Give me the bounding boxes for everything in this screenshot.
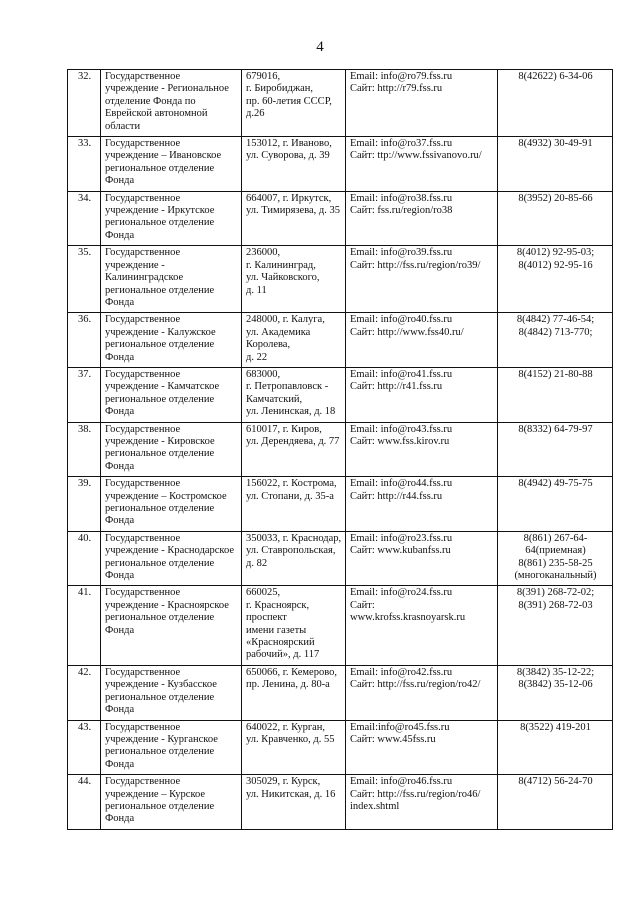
phone-line: 8(4012) 92-95-03; (516, 247, 595, 259)
address-line: ул. Стопани, д. 35-а (246, 490, 334, 502)
organization-name-cell (101, 586, 242, 665)
address-cell (242, 367, 346, 422)
address-line: 610017, г. Киров, (246, 423, 322, 435)
address-line: 664007, г. Иркутск, (246, 192, 332, 204)
contacts-line: Email: info@ro23.fss.ru (350, 532, 453, 544)
contacts-line: Сайт: http://fss.ru/region/ro46/ (350, 788, 481, 800)
address-line: 650066, г. Кемерово, (246, 666, 337, 678)
phone-line: 8(391) 268-72-02; (516, 587, 595, 599)
organization-name-cell (101, 367, 242, 422)
address-line: ул. Чайковского, (246, 272, 320, 284)
address-line: ул. Академика (246, 326, 311, 338)
fss-offices-table (67, 69, 613, 830)
address-line: г. Красноярск, (246, 599, 310, 611)
phone-line: 8(3842) 35-12-22; (516, 666, 595, 678)
phone-line: 8(3522) 419-201 (520, 721, 591, 733)
contacts-line: Email: info@ro40.fss.ru (350, 314, 453, 326)
phone-cell (498, 531, 613, 586)
organization-name-cell (101, 313, 242, 368)
organization-name-line: Государственное (105, 314, 181, 326)
contacts-line: Сайт: www.fss.kirov.ru (350, 435, 450, 447)
organization-name-cell (101, 422, 242, 477)
phone-line: 8(4842) 77-46-54; (516, 314, 595, 326)
organization-name-line: Фонда (105, 351, 135, 363)
address-line: 679016, (246, 71, 281, 82)
table-row (68, 137, 613, 192)
organization-name-line: Фонда (105, 229, 135, 241)
organization-name-line: Фонда (105, 515, 135, 527)
phone-line: 8(4012) 92-95-16 (518, 259, 593, 271)
organization-name-line: Государственное (105, 478, 181, 490)
table-row (68, 775, 613, 830)
organization-name-line: учреждение - Калужское (105, 326, 216, 338)
row-number-cell: 43. (68, 720, 101, 775)
organization-name-line: учреждение - Курганское (105, 733, 218, 745)
address-cell (242, 422, 346, 477)
organization-name-cell (101, 665, 242, 720)
address-line: «Красноярский (246, 637, 315, 649)
address-cell (242, 586, 346, 665)
address-line: рабочий», д. 117 (246, 649, 320, 661)
organization-name-line: Фонда (105, 704, 135, 716)
organization-name-line: региональное отделение (105, 339, 215, 351)
address-line: пр. Ленина, д. 80-а (246, 679, 330, 691)
row-number-cell: 33. (68, 137, 101, 192)
contacts-line: Email: info@ro41.fss.ru (350, 368, 453, 380)
phone-cell (498, 367, 613, 422)
phone-line: 8(861) 267-64- (523, 532, 588, 544)
phone-cell (498, 477, 613, 532)
phone-cell (498, 70, 613, 137)
page-number: 4 (316, 39, 324, 55)
organization-name-line: Фонда (105, 406, 135, 418)
contacts-cell (346, 367, 498, 422)
organization-name-line: учреждение - Региональное (105, 83, 229, 95)
address-line: д.26 (246, 108, 265, 120)
address-line: 305029, г. Курск, (246, 776, 321, 788)
organization-name-line: учреждение - Иркутское (105, 205, 215, 217)
organization-name-line: Фонда (105, 175, 135, 187)
table-row (68, 665, 613, 720)
contacts-cell (346, 191, 498, 246)
organization-name-line: Фонда (105, 813, 135, 825)
address-cell (242, 775, 346, 830)
organization-name-line: Государственное (105, 71, 181, 82)
phone-cell (498, 137, 613, 192)
organization-name-line: Государственное (105, 532, 181, 544)
table-row (68, 477, 613, 532)
address-cell (242, 720, 346, 775)
organization-name-cell (101, 531, 242, 586)
row-number-cell: 39. (68, 477, 101, 532)
phone-cell (498, 720, 613, 775)
phone-line: 8(3952) 20-85-66 (518, 192, 593, 204)
organization-name-line: Государственное (105, 776, 181, 788)
contacts-cell (346, 246, 498, 313)
row-number-cell: 38. (68, 422, 101, 477)
table-row (68, 367, 613, 422)
address-line: пр. 60-летия СССР, (246, 95, 332, 107)
organization-name-line: учреждение – Ивановское (105, 150, 222, 162)
table-row (68, 191, 613, 246)
phone-cell (498, 313, 613, 368)
organization-name-line: Калининградское (105, 272, 184, 284)
phone-cell (498, 775, 613, 830)
phone-line: 8(4942) 49-75-75 (518, 478, 593, 490)
address-line: ул. Суворова, д. 39 (246, 150, 330, 162)
address-cell (242, 246, 346, 313)
organization-name-line: учреждение - Краснодарское (105, 545, 235, 557)
organization-name-line: региональное отделение (105, 612, 215, 624)
address-line: г. Биробиджан, (246, 83, 313, 95)
contacts-cell (346, 531, 498, 586)
contacts-cell (346, 313, 498, 368)
address-line: проспект (246, 612, 287, 624)
table-body (68, 70, 613, 830)
address-line: 153012, г. Иваново, (246, 138, 332, 150)
address-line: 640022, г. Курган, (246, 721, 326, 733)
organization-name-line: Государственное (105, 368, 181, 380)
phone-line: 8(8332) 64-79-97 (518, 423, 593, 435)
address-line: 248000, г. Калуга, (246, 314, 325, 326)
organization-name-line: Государственное (105, 721, 181, 733)
organization-name-cell (101, 70, 242, 137)
row-number-cell: 41. (68, 586, 101, 665)
organization-name-line: Государственное (105, 247, 181, 259)
contacts-line: Email: info@ro39.fss.ru (350, 247, 453, 259)
organization-name-line: учреждение - Камчатское (105, 381, 220, 393)
row-number-cell: 37. (68, 367, 101, 422)
row-number-cell: 44. (68, 775, 101, 830)
organization-name-line: Фонда (105, 296, 135, 308)
phone-cell (498, 422, 613, 477)
organization-name-line: региональное отделение (105, 557, 215, 569)
contacts-line: index.shtml (350, 800, 400, 812)
organization-name-line: учреждение - Кировское (105, 435, 215, 447)
organization-name-line: региональное отделение (105, 284, 215, 296)
address-line: г. Петропавловск - (246, 381, 329, 393)
row-number-cell: 32. (68, 70, 101, 137)
phone-line: 8(4152) 21-80-88 (518, 368, 593, 380)
contacts-line: Email: info@ro24.fss.ru (350, 587, 453, 599)
organization-name-line: учреждение - Кузбасское (105, 679, 217, 691)
contacts-cell (346, 586, 498, 665)
contacts-cell (346, 422, 498, 477)
address-line: ул. Ставропольская, (246, 545, 336, 557)
contacts-line: Email: info@ro37.fss.ru (350, 138, 453, 150)
contacts-line: Email: info@ro38.fss.ru (350, 192, 453, 204)
phone-line: (многоканальный) (514, 570, 597, 582)
address-line: 156022, г. Кострома, (246, 478, 337, 490)
organization-name-line: региональное отделение (105, 746, 215, 758)
row-number-cell: 42. (68, 665, 101, 720)
row-number-cell: 36. (68, 313, 101, 368)
table-row (68, 586, 613, 665)
address-cell (242, 191, 346, 246)
organization-name-line: Государственное (105, 138, 181, 150)
phone-line: 8(4932) 30-49-91 (518, 138, 593, 150)
contacts-cell (346, 720, 498, 775)
address-cell (242, 477, 346, 532)
contacts-line: Сайт: ttp://www.fssivanovo.ru/ (350, 150, 482, 162)
phone-line: 8(391) 268-72-03 (518, 599, 593, 611)
contacts-line: Сайт: www.45fss.ru (350, 733, 436, 745)
row-number-cell: 34. (68, 191, 101, 246)
contacts-line: Email: info@ro44.fss.ru (350, 478, 453, 490)
organization-name-line: области (105, 120, 141, 132)
contacts-line: Сайт: fss.ru/region/ro38 (350, 205, 453, 217)
contacts-cell (346, 70, 498, 137)
organization-name-line: учреждение – Костромское (105, 490, 227, 502)
address-line: г. Калининград, (246, 259, 316, 271)
phone-line: 8(4712) 56-24-70 (518, 776, 593, 788)
table-row (68, 531, 613, 586)
address-line: д. 11 (246, 284, 267, 296)
address-cell (242, 137, 346, 192)
address-line: ул. Кравченко, д. 55 (246, 733, 335, 745)
organization-name-cell (101, 246, 242, 313)
address-line: 236000, (246, 247, 281, 259)
address-line: Камчатский, (246, 393, 303, 405)
organization-name-line: Фонда (105, 460, 135, 472)
address-line: Королева, (246, 339, 291, 351)
phone-line: 8(42622) 6-34-06 (518, 71, 593, 82)
organization-name-line: региональное отделение (105, 691, 215, 703)
contacts-line: Email: info@ro42.fss.ru (350, 666, 453, 678)
row-number-cell: 40. (68, 531, 101, 586)
organization-name-cell (101, 720, 242, 775)
contacts-line: Email: info@ro43.fss.ru (350, 423, 453, 435)
organization-name-line: региональное отделение (105, 162, 215, 174)
contacts-cell (346, 775, 498, 830)
table-row (68, 246, 613, 313)
contacts-line: Сайт: http://r44.fss.ru (350, 490, 443, 502)
organization-name-line: Государственное (105, 423, 181, 435)
phone-line: 64(приемная) (525, 545, 586, 557)
organization-name-line: региональное отделение (105, 448, 215, 460)
organization-name-line: Государственное (105, 666, 181, 678)
contacts-line: Сайт: http://r41.fss.ru (350, 381, 443, 393)
phone-line: 8(861) 235-58-25 (518, 557, 593, 569)
organization-name-line: региональное отделение (105, 800, 215, 812)
phone-cell (498, 191, 613, 246)
organization-name-cell (101, 477, 242, 532)
organization-name-cell (101, 137, 242, 192)
contacts-line: Сайт: http://r79.fss.ru (350, 83, 443, 95)
contacts-line: Email: info@ro46.fss.ru (350, 776, 453, 788)
contacts-cell (346, 137, 498, 192)
contacts-line: www.krofss.krasnoyarsk.ru (350, 612, 466, 624)
organization-name-line: отделение Фонда по (105, 95, 196, 107)
contacts-line: Сайт: http://www.fss40.ru/ (350, 326, 464, 338)
phone-cell (498, 586, 613, 665)
contacts-cell (346, 665, 498, 720)
table-row (68, 70, 613, 137)
organization-name-cell (101, 191, 242, 246)
table-row (68, 313, 613, 368)
address-line: 660025, (246, 587, 281, 599)
phone-line: 8(3842) 35-12-06 (518, 679, 593, 691)
organization-name-cell (101, 775, 242, 830)
organization-name-line: учреждение – Курское (105, 788, 206, 800)
organization-name-line: учреждение - (105, 259, 165, 271)
address-cell (242, 531, 346, 586)
phone-line: 8(4842) 713-770; (518, 326, 593, 338)
row-number-cell: 35. (68, 246, 101, 313)
organization-name-line: Фонда (105, 624, 135, 636)
contacts-line: Сайт: (350, 599, 375, 611)
organization-name-line: Фонда (105, 570, 135, 582)
contacts-cell (346, 477, 498, 532)
address-line: ул. Дерендяева, д. 77 (246, 435, 340, 447)
address-line: ул. Ленинская, д. 18 (246, 406, 336, 418)
address-line: ул. Тимирязева, д. 35 (246, 205, 341, 217)
address-line: д. 82 (246, 557, 268, 569)
address-line: д. 22 (246, 351, 268, 363)
organization-name-line: Государственное (105, 587, 181, 599)
organization-name-line: региональное отделение (105, 393, 215, 405)
address-line: имени газеты (246, 624, 307, 636)
organization-name-line: региональное отделение (105, 503, 215, 514)
address-line: 683000, (246, 368, 281, 380)
organization-name-line: Фонда (105, 758, 135, 770)
address-line: 350033, г. Краснодар, (246, 532, 342, 544)
contacts-line: Email:info@ro45.fss.ru (350, 721, 450, 733)
address-line: ул. Никитская, д. 16 (246, 788, 336, 800)
contacts-line: Email: info@ro79.fss.ru (350, 71, 453, 82)
address-cell (242, 313, 346, 368)
contacts-line: Сайт: www.kubanfss.ru (350, 545, 451, 557)
organization-name-line: региональное отделение (105, 217, 215, 229)
organization-name-line: Государственное (105, 192, 181, 204)
address-cell (242, 665, 346, 720)
table-row (68, 720, 613, 775)
organization-name-line: Еврейской автономной (105, 108, 208, 120)
contacts-line: Сайт: http://fss.ru/region/ro42/ (350, 679, 481, 691)
phone-cell (498, 246, 613, 313)
table-row (68, 422, 613, 477)
contacts-line: Сайт: http://fss.ru/region/ro39/ (350, 259, 481, 271)
address-cell (242, 70, 346, 137)
phone-cell (498, 665, 613, 720)
organization-name-line: учреждение - Красноярское (105, 599, 229, 611)
